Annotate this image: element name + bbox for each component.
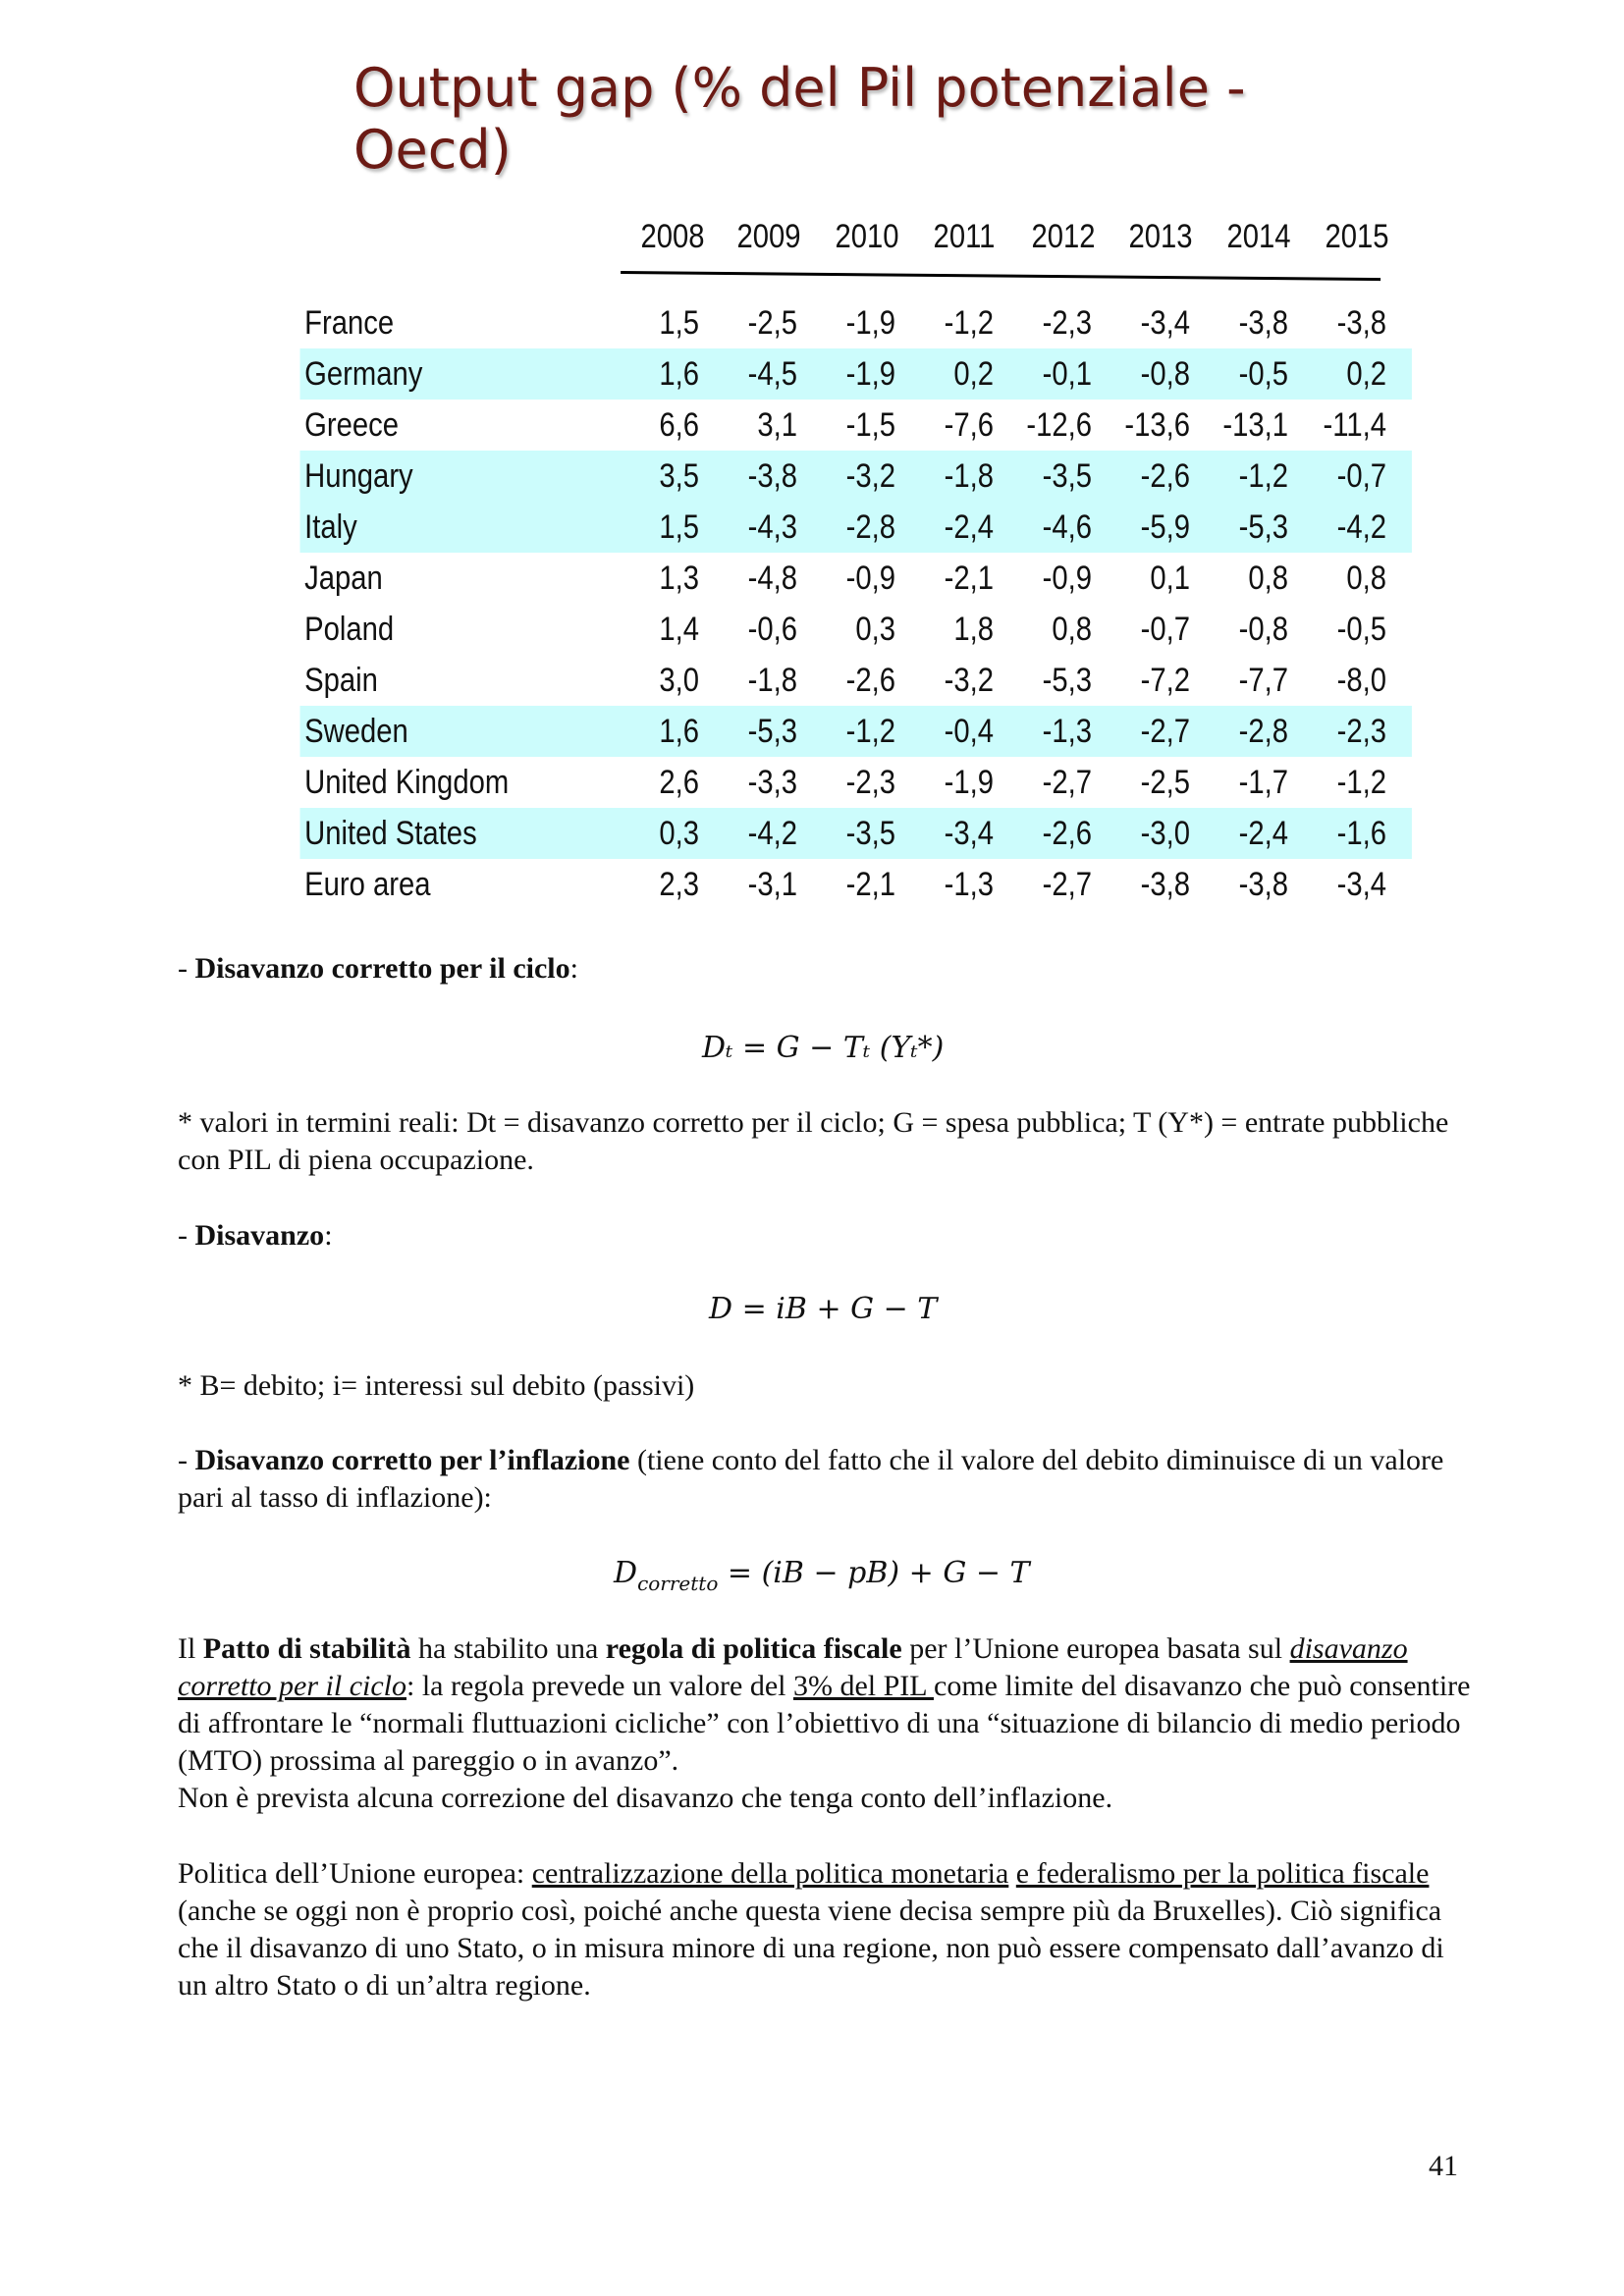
table-cell: -12,6 bbox=[1026, 406, 1092, 444]
table-cell: -2,1 bbox=[845, 866, 895, 903]
table-row bbox=[299, 451, 1412, 502]
table-cell: -5,9 bbox=[1140, 508, 1190, 546]
table-cell: -3,2 bbox=[845, 457, 895, 495]
note-real-terms: * valori in termini reali: Dt = disavanzo corretto per il ciclo; G = spesa pubblica; T (Y*) = entrate pubbliche con PIL di piena occupazione. bbox=[178, 1106, 1449, 1176]
country-name: Italy bbox=[304, 508, 357, 546]
table-cell: -3,4 bbox=[1140, 304, 1190, 342]
header-rule bbox=[621, 271, 1380, 281]
table-cell: -1,5 bbox=[845, 406, 895, 444]
table-cell: 6,6 bbox=[659, 406, 699, 444]
page-title: Output gap (% del Pil potenziale -Oecd) bbox=[353, 57, 1246, 181]
table-row bbox=[299, 604, 1412, 655]
country-name: Greece bbox=[304, 406, 400, 444]
text: : la regola prevede un valore del bbox=[406, 1670, 793, 1702]
table-cell: -3,8 bbox=[747, 457, 797, 495]
monetary-centralization-term: centralizzazione della politica monetaria bbox=[531, 1857, 1009, 1890]
table-cell: -3,8 bbox=[1238, 866, 1288, 903]
year-header: 2008 bbox=[640, 218, 705, 255]
table-cell: -2,7 bbox=[1042, 764, 1092, 801]
table-cell: -5,3 bbox=[747, 713, 797, 750]
table-cell: 1,8 bbox=[953, 611, 994, 648]
paragraph-eu-policy bbox=[178, 1855, 1474, 2004]
table-cell: -4,2 bbox=[1336, 508, 1386, 546]
table-cell: -13,1 bbox=[1222, 406, 1288, 444]
equation-inflation-corrected-deficit bbox=[614, 1556, 1030, 1595]
table-cell: -3,3 bbox=[747, 764, 797, 801]
table-cell: -2,8 bbox=[1238, 713, 1288, 750]
year-header: 2014 bbox=[1226, 218, 1291, 255]
table-cell: 1,6 bbox=[659, 713, 699, 750]
table-cell: -2,3 bbox=[1336, 713, 1386, 750]
table-cell: -1,9 bbox=[944, 764, 994, 801]
table-cell: -2,5 bbox=[747, 304, 797, 342]
table-cell: -2,4 bbox=[944, 508, 994, 546]
table-cell: -2,4 bbox=[1238, 815, 1288, 852]
fiscal-rule-term: regola di politica fiscale bbox=[605, 1632, 902, 1665]
table-cell: -2,7 bbox=[1042, 866, 1092, 903]
table-cell: -3,5 bbox=[1042, 457, 1092, 495]
table-cell: -0,8 bbox=[1140, 355, 1190, 393]
table-cell: -1,2 bbox=[1238, 457, 1288, 495]
dash: - bbox=[178, 1219, 195, 1252]
table-cell: -2,8 bbox=[845, 508, 895, 546]
table-cell: -1,6 bbox=[1336, 815, 1386, 852]
table-cell: 0,1 bbox=[1150, 560, 1190, 597]
table-cell: 0,3 bbox=[855, 611, 895, 648]
colon: : bbox=[569, 952, 578, 985]
table-cell: -1,2 bbox=[944, 304, 994, 342]
table-cell: -1,3 bbox=[944, 866, 994, 903]
three-percent-term: 3% del PIL bbox=[792, 1670, 935, 1702]
table-cell: -0,9 bbox=[845, 560, 895, 597]
dash: - bbox=[178, 1444, 195, 1476]
text: Non è prevista alcuna correzione del disavanzo che tenga conto dell’inflazione. bbox=[178, 1782, 1113, 1814]
table-cell: 0,3 bbox=[659, 815, 699, 852]
table-cell: -11,4 bbox=[1323, 406, 1386, 444]
section-inflation-deficit bbox=[178, 1442, 1474, 1517]
fiscal-federalism-term: e federalismo per la politica fiscale bbox=[1015, 1857, 1430, 1890]
table-cell: 3,0 bbox=[659, 662, 699, 699]
country-name: Euro area bbox=[304, 866, 431, 903]
table-cell: 0,2 bbox=[953, 355, 994, 393]
table-cell: 0,8 bbox=[1346, 560, 1386, 597]
table-cell: -4,5 bbox=[747, 355, 797, 393]
table-cell: 1,6 bbox=[659, 355, 699, 393]
table-cell: -2,6 bbox=[845, 662, 895, 699]
table-row bbox=[299, 859, 1412, 910]
table-cell: -0,5 bbox=[1336, 611, 1386, 648]
table-cell: 0,8 bbox=[1052, 611, 1092, 648]
table-cell: -5,3 bbox=[1238, 508, 1288, 546]
year-header: 2015 bbox=[1325, 218, 1389, 255]
country-name: Spain bbox=[304, 662, 378, 699]
text: Politica dell’Unione europea: bbox=[178, 1857, 532, 1890]
table-cell: -0,8 bbox=[1238, 611, 1288, 648]
table-cell: -3,0 bbox=[1140, 815, 1190, 852]
table-cell: -0,9 bbox=[1042, 560, 1092, 597]
heading-cyclical-deficit: Disavanzo corretto per il ciclo bbox=[194, 952, 570, 985]
table-cell: -0,5 bbox=[1238, 355, 1288, 393]
country-name: France bbox=[304, 304, 395, 342]
table-cell: -4,2 bbox=[747, 815, 797, 852]
table-row bbox=[299, 297, 1412, 348]
text: come limite del disavanzo che può consentire di affrontare le “normali fluttuazioni cicliche” con l’obiettivo di una “situazione di bilancio di medio periodo (MTO) prossima al pareggio o in avanzo”. bbox=[178, 1670, 1471, 1777]
table-cell: 0,8 bbox=[1248, 560, 1288, 597]
country-name: Hungary bbox=[304, 457, 413, 495]
table-cell: -1,7 bbox=[1238, 764, 1288, 801]
table-cell: -1,9 bbox=[845, 304, 895, 342]
table-cell: -0,7 bbox=[1140, 611, 1190, 648]
eq-rhs: = (iB − pB) + G − T bbox=[718, 1556, 1030, 1590]
table-cell: -0,4 bbox=[944, 713, 994, 750]
table-cell: -2,1 bbox=[944, 560, 994, 597]
table-cell: -5,3 bbox=[1042, 662, 1092, 699]
table-row bbox=[299, 757, 1412, 808]
table-cell: -13,6 bbox=[1124, 406, 1190, 444]
year-header: 2009 bbox=[736, 218, 801, 255]
text: Il bbox=[178, 1632, 203, 1665]
table-cell: 2,3 bbox=[659, 866, 699, 903]
dash: - bbox=[178, 952, 195, 985]
country-name: United States bbox=[304, 815, 477, 852]
text: ha stabilito una bbox=[410, 1632, 606, 1665]
table-cell: -4,8 bbox=[747, 560, 797, 597]
table-cell: 0,2 bbox=[1346, 355, 1386, 393]
table-cell: 1,3 bbox=[659, 560, 699, 597]
table-cell: -0,6 bbox=[747, 611, 797, 648]
table-cell: -2,3 bbox=[1042, 304, 1092, 342]
table-cell: -7,6 bbox=[944, 406, 994, 444]
table-cell: -3,5 bbox=[845, 815, 895, 852]
table-cell: -2,6 bbox=[1140, 457, 1190, 495]
table-cell: -7,7 bbox=[1238, 662, 1288, 699]
table-body bbox=[299, 297, 1412, 910]
table-cell: -2,3 bbox=[845, 764, 895, 801]
table-cell: -3,2 bbox=[944, 662, 994, 699]
year-header: 2012 bbox=[1031, 218, 1096, 255]
country-name: Poland bbox=[304, 611, 395, 648]
table-cell: 1,5 bbox=[659, 508, 699, 546]
table-cell: -1,3 bbox=[1042, 713, 1092, 750]
table-cell: -3,8 bbox=[1140, 866, 1190, 903]
table-row bbox=[299, 553, 1412, 604]
inflation-deficit-description: (tiene conto del fatto che il valore del debito diminuisce di un valore pari al tasso di inflazione): bbox=[178, 1444, 1444, 1514]
table-row bbox=[299, 706, 1412, 757]
table-cell: -1,8 bbox=[747, 662, 797, 699]
table-cell: -8,0 bbox=[1336, 662, 1386, 699]
table-cell: -0,7 bbox=[1336, 457, 1386, 495]
table-cell: 1,4 bbox=[659, 611, 699, 648]
year-header: 2011 bbox=[933, 218, 996, 255]
table-cell: 2,6 bbox=[659, 764, 699, 801]
table-row bbox=[299, 808, 1412, 859]
table-cell: -3,4 bbox=[1336, 866, 1386, 903]
table-cell: 1,5 bbox=[659, 304, 699, 342]
note-debt: * B= debito; i= interessi sul debito (passivi) bbox=[178, 1369, 695, 1402]
page-number: 41 bbox=[1429, 2150, 1458, 2182]
table-cell: -4,3 bbox=[747, 508, 797, 546]
colon: : bbox=[324, 1219, 333, 1252]
table-row bbox=[299, 400, 1412, 451]
table-cell: -1,2 bbox=[1336, 764, 1386, 801]
table-cell: -4,6 bbox=[1042, 508, 1092, 546]
table-cell: -3,1 bbox=[747, 866, 797, 903]
year-header: 2010 bbox=[835, 218, 899, 255]
table-cell: -3,4 bbox=[944, 815, 994, 852]
section-cyclical-deficit-heading bbox=[178, 950, 1474, 988]
table-cell: -3,8 bbox=[1238, 304, 1288, 342]
table-cell: 3,1 bbox=[757, 406, 797, 444]
year-header: 2013 bbox=[1128, 218, 1193, 255]
table-cell: -2,6 bbox=[1042, 815, 1092, 852]
heading-deficit: Disavanzo bbox=[194, 1219, 325, 1252]
equation-deficit: D = iB + G − T bbox=[709, 1292, 938, 1326]
table-cell: -3,8 bbox=[1336, 304, 1386, 342]
table-cell: -1,2 bbox=[845, 713, 895, 750]
cyclical-deficit-term: disavanzo corretto per il ciclo bbox=[178, 1632, 1408, 1702]
section-deficit-heading bbox=[178, 1217, 1474, 1255]
table-cell: -2,5 bbox=[1140, 764, 1190, 801]
eq-subscript: corretto bbox=[637, 1572, 719, 1595]
stability-pact-term: Patto di stabilità bbox=[202, 1632, 411, 1665]
eq-d: D bbox=[614, 1556, 638, 1590]
country-name: Germany bbox=[304, 355, 423, 393]
table-row bbox=[299, 655, 1412, 706]
country-name: Sweden bbox=[304, 713, 408, 750]
heading-inflation-deficit: Disavanzo corretto per l’inflazione bbox=[194, 1444, 630, 1476]
table-cell: -0,1 bbox=[1042, 355, 1092, 393]
table-row bbox=[299, 502, 1412, 553]
equation-cyclical-deficit: Dₜ = G − Tₜ (Yₜ*) bbox=[702, 1031, 945, 1065]
country-name: Japan bbox=[304, 560, 383, 597]
text: per l’Unione europea basata sul bbox=[901, 1632, 1290, 1665]
table-cell: -1,9 bbox=[845, 355, 895, 393]
table-row bbox=[299, 348, 1412, 400]
table-cell: -7,2 bbox=[1140, 662, 1190, 699]
text bbox=[1008, 1857, 1016, 1890]
paragraph-stability-pact bbox=[178, 1630, 1474, 1817]
table-cell: -1,8 bbox=[944, 457, 994, 495]
country-name: United Kingdom bbox=[304, 764, 510, 801]
table-cell: -2,7 bbox=[1140, 713, 1190, 750]
table-cell: 3,5 bbox=[659, 457, 699, 495]
text: (anche se oggi non è proprio così, poiché anche questa viene decisa sempre più da Bruxelles). Ciò significa che il disavanzo di uno Stato, o in misura minore di una regione, non può essere compensato dall’avanzo di un altro Stato o di un’altra regione. bbox=[178, 1895, 1444, 2002]
